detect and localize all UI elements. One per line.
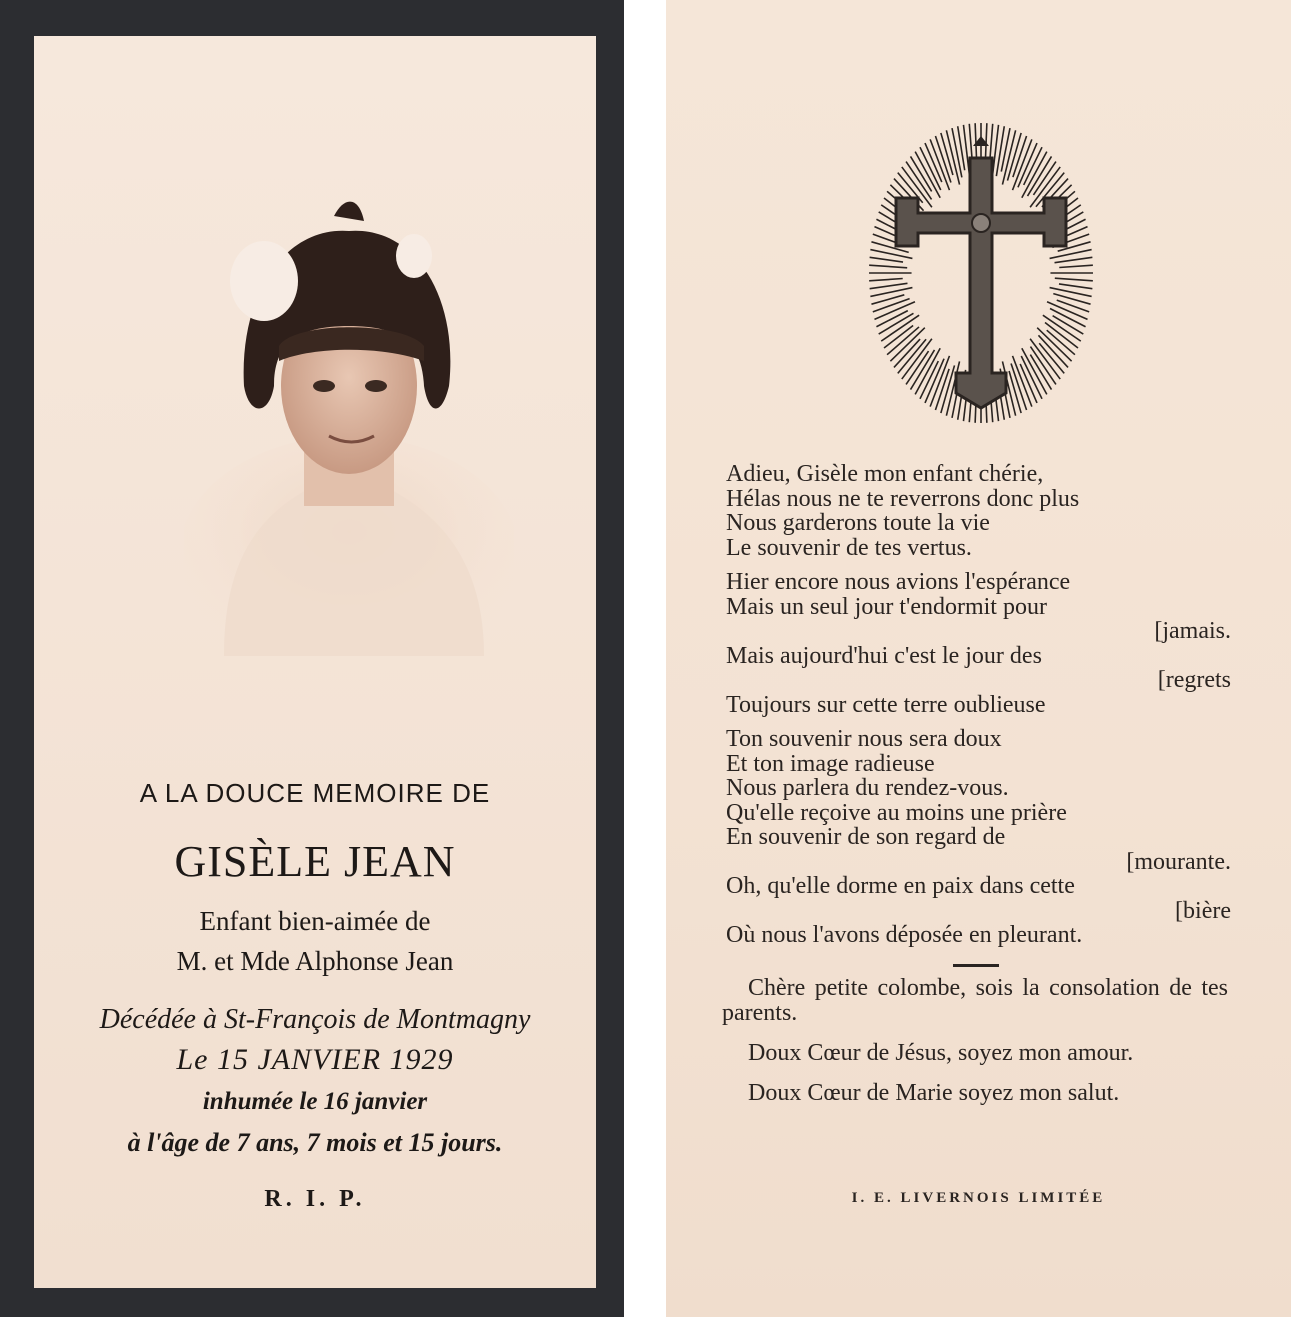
child-portrait-photo — [184, 186, 514, 656]
memorial-card-back — [666, 0, 1291, 1317]
rip-text: R. I. P. — [264, 1186, 366, 1212]
place-of-death: Décédée à St-François de Montmagny — [99, 1004, 531, 1035]
prayer-text: Doux Cœur de Jésus, soyez mon amour. — [748, 1040, 1134, 1066]
poem-line: Nous garderons toute la vie — [726, 510, 990, 536]
relationship-line: Enfant bien-aimée de — [199, 906, 431, 936]
poem-line: Oh, qu'elle dorme en paix dans cette — [726, 873, 1075, 899]
poem-line: Qu'elle reçoive au moins une prière — [726, 799, 1067, 826]
poem-line: Hélas nous ne te reverrons donc plus — [726, 485, 1080, 512]
poem-line: En souvenir de son regard de — [726, 824, 1006, 850]
deceased-name: GISÈLE JEAN — [174, 837, 456, 886]
memorial-card-front-frame — [0, 0, 624, 1317]
memorial-card-front — [34, 36, 596, 1288]
age-at-death: à l'âge de 7 ans, 7 mois et 15 jours. — [127, 1128, 503, 1157]
memorial-poem — [726, 462, 1231, 948]
poem-line: Nous parlera du rendez-vous. — [726, 775, 1009, 801]
poem-line: [bière — [1175, 897, 1231, 924]
poem-line: Et ton image radieuse — [726, 750, 935, 777]
poem-line: Adieu, Gisèle mon enfant chérie, — [726, 461, 1044, 487]
poem-line: Toujours sur cette terre oublieuse — [726, 691, 1046, 718]
poem-line: Ton souvenir nous sera doux — [726, 726, 1002, 752]
memorial-heading: A LA DOUCE MEMOIRE DE — [139, 778, 491, 808]
parents-names: M. et Mde Alphonse Jean — [176, 946, 454, 976]
poem-line: Le souvenir de tes vertus. — [726, 534, 972, 561]
poem-line: [jamais. — [1154, 618, 1231, 644]
poem-line: Mais un seul jour t'endormit pour — [726, 593, 1047, 620]
divider — [953, 964, 999, 967]
poem-line: [regrets — [1157, 667, 1231, 693]
prayer-text: Chère petite colombe, sois la consolation de tes parents. — [722, 975, 1228, 1026]
poem-line: [mourante. — [1126, 848, 1231, 875]
date-of-death: Le 15 JANVIER 1929 — [176, 1043, 454, 1076]
radiant-cross-icon — [866, 118, 1096, 428]
poem-line: Hier encore nous avions l'espérance — [726, 569, 1071, 595]
prayers — [722, 976, 1228, 1121]
printer-imprint: I. E. LIVERNOIS LIMITÉE — [851, 1190, 1106, 1206]
poem-line: Où nous l'avons déposée en pleurant. — [726, 922, 1083, 948]
prayer-text: Doux Cœur de Marie soyez mon salut. — [748, 1080, 1120, 1106]
poem-line: Mais aujourd'hui c'est le jour des — [726, 642, 1042, 669]
burial-date: inhumée le 16 janvier — [202, 1088, 428, 1115]
